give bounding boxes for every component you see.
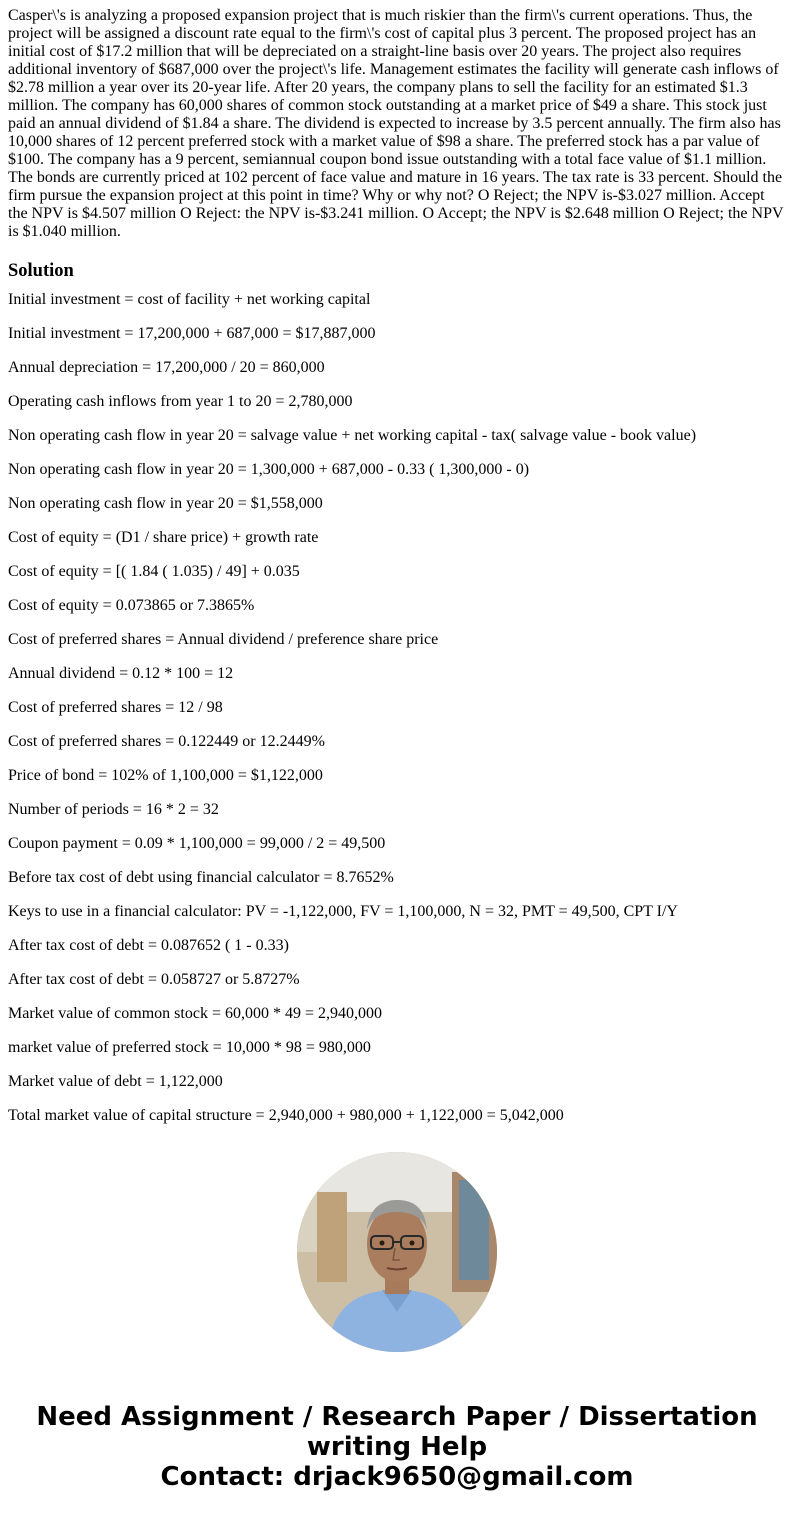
solution-step: Cost of preferred shares = 12 / 98 (8, 699, 223, 716)
solution-step: Cost of equity = 0.073865 or 7.3865% (8, 597, 255, 614)
solution-step: Number of periods = 16 * 2 = 32 (8, 801, 219, 818)
solution-step: Cost of equity = (D1 / share price) + growth rate (8, 529, 319, 546)
tutor-avatar (297, 1152, 497, 1352)
solution-step: Cost of equity = [( 1.84 ( 1.035) / 49] + 0.035 (8, 563, 300, 580)
promo-line-1: Need Assignment / Research Paper / Dissertation (36, 1402, 758, 1432)
promo-line-2: writing Help (306, 1432, 488, 1462)
solution-step: After tax cost of debt = 0.087652 ( 1 - 0.33) (8, 937, 289, 954)
solution-step: Cost of preferred shares = Annual dividend / preference share price (8, 631, 439, 648)
solution-steps (8, 291, 786, 1124)
solution-step: Market value of debt = 1,122,000 (8, 1073, 223, 1090)
solution-step: Initial investment = cost of facility + net working capital (8, 291, 371, 308)
solution-step: Annual dividend = 0.12 * 100 = 12 (8, 665, 234, 682)
solution-step: Initial investment = 17,200,000 + 687,000 = $17,887,000 (8, 325, 376, 342)
question-text: Casper\'s is analyzing a proposed expansion project that is much riskier than the firm\'s current operations. Thus, the project will be assigned a discount rate equal to the firm\'s cost of capital plus 3 percent. The proposed project has an initial cost of $17.2 million that will be depreciated on a straight-line basis over 20 years. The project also requires additional inventory of $687,000 over the project\'s life. Management estimates the facility will generate cash inflows of $2.78 million a year over its 20-year life. After 20 years, the company plans to sell the facility for an estimated $1.3 million. The company has 60,000 shares of common stock outstanding at a market price of $49 a share. This stock just paid an annual dividend of $1.84 a share. The dividend is expected to increase by 3.5 percent annually. The firm also has 10,000 shares of 12 percent preferred stock with a market value of $98 a share. The preferred stock has a par value of $100. The company has a 9 percent, semiannual coupon bond issue outstanding with a total face value of $1.1 million. The bonds are currently priced at 102 percent of face value and mature in 16 years. The tax rate is 33 percent. Should the firm pursue the expansion project at this point in time? Why or why not? O Reject; the NPV is-$3.027 million. Accept the NPV is $4.507 million O Reject: the NPV is-$3.241 million. O Accept; the NPV is $2.648 million O Reject; the NPV is $1.040 million. (8, 7, 784, 240)
solution-step: Non operating cash flow in year 20 = $1,558,000 (8, 495, 323, 512)
solution-step: Coupon payment = 0.09 * 1,100,000 = 99,000 / 2 = 49,500 (8, 835, 386, 852)
solution-step: Non operating cash flow in year 20 = salvage value + net working capital - tax( salvage value - book value) (8, 427, 697, 444)
tutor-portrait-image (297, 1152, 497, 1352)
solution-step: After tax cost of debt = 0.058727 or 5.8727% (8, 971, 300, 988)
solution-step: Non operating cash flow in year 20 = 1,300,000 + 687,000 - 0.33 ( 1,300,000 - 0) (8, 461, 530, 478)
solution-document (8, 0, 786, 1124)
solution-heading: Solution (8, 261, 74, 281)
solution-step: Cost of preferred shares = 0.122449 or 12.2449% (8, 733, 325, 750)
solution-step: market value of preferred stock = 10,000 * 98 = 980,000 (8, 1039, 371, 1056)
promo-banner (0, 1402, 794, 1492)
solution-step: Annual depreciation = 17,200,000 / 20 = 860,000 (8, 359, 325, 376)
solution-step: Total market value of capital structure = 2,940,000 + 980,000 + 1,122,000 = 5,042,000 (8, 1107, 564, 1124)
solution-step: Price of bond = 102% of 1,100,000 = $1,122,000 (8, 767, 323, 784)
solution-step: Operating cash inflows from year 1 to 20 = 2,780,000 (8, 393, 353, 410)
solution-step: Keys to use in a financial calculator: PV = -1,122,000, FV = 1,100,000, N = 32, PMT = 49,500, CPT I/Y (8, 903, 678, 920)
solution-step: Before tax cost of debt using financial calculator = 8.7652% (8, 869, 394, 886)
solution-step: Market value of common stock = 60,000 * 49 = 2,940,000 (8, 1005, 382, 1022)
promo-contact-email: Contact: drjack9650@gmail.com (160, 1462, 634, 1492)
